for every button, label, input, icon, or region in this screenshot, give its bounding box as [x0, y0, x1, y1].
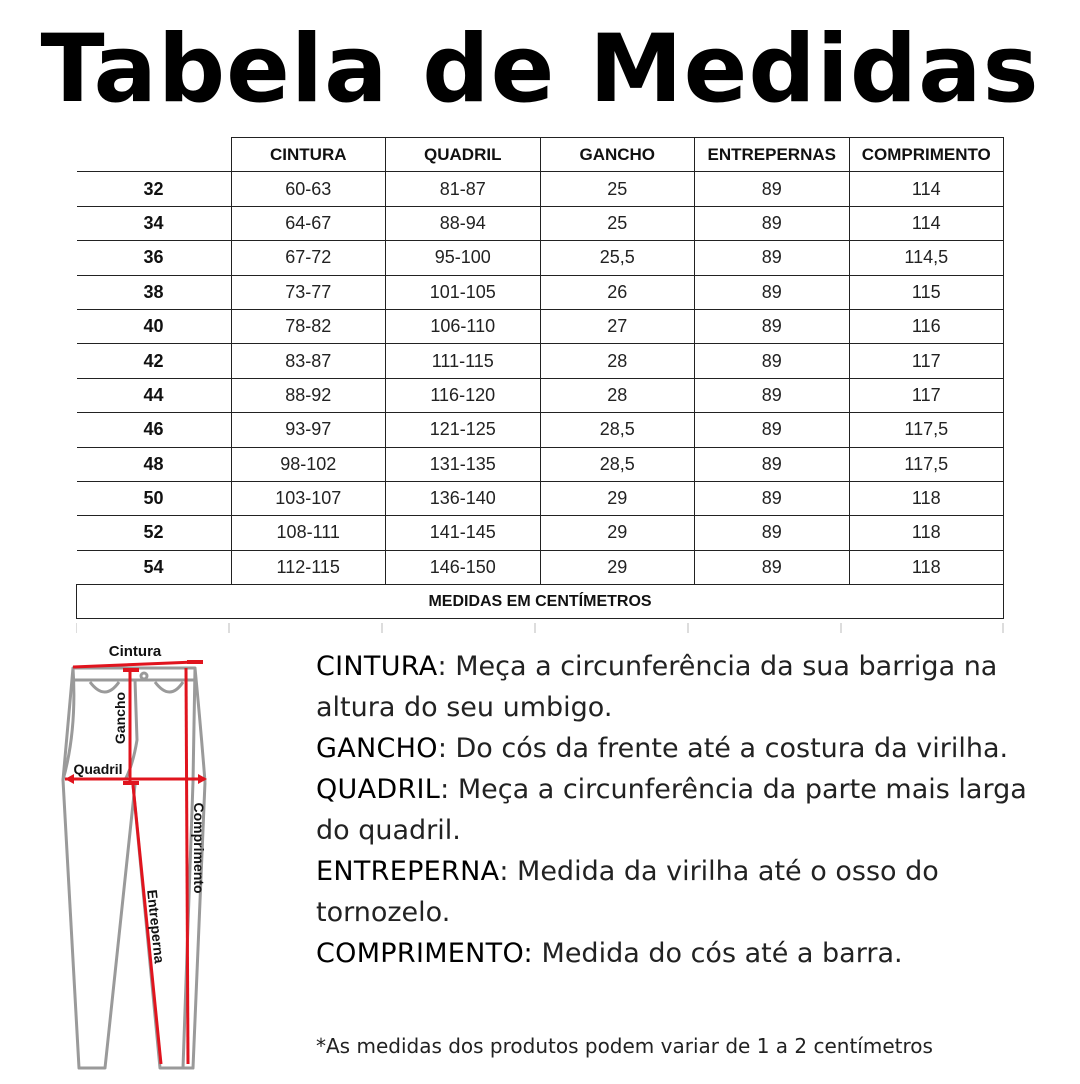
instruction-label: ENTREPERNA: [316, 856, 500, 887]
measure-cell: 95-100: [386, 241, 541, 275]
table-row: [77, 241, 1004, 275]
size-cell: 52: [77, 516, 232, 550]
measure-cell: 89: [695, 309, 850, 343]
measure-cell: 81-87: [386, 172, 541, 206]
instruction-label: COMPRIMENTO:: [316, 938, 533, 969]
size-cell: 40: [77, 309, 232, 343]
measure-cell: 28: [540, 344, 695, 378]
measure-cell: 117,5: [849, 413, 1004, 447]
table-row: [77, 206, 1004, 240]
measure-cell: 118: [849, 481, 1004, 515]
size-cell: 46: [77, 413, 232, 447]
measure-cell: 114,5: [849, 241, 1004, 275]
table-row: [77, 516, 1004, 550]
measure-cell: 78-82: [231, 309, 386, 343]
column-header-gancho: GANCHO: [540, 138, 695, 172]
pants-outline: [63, 668, 205, 1068]
measure-cell: 136-140: [386, 481, 541, 515]
measure-cell: 89: [695, 275, 850, 309]
measure-cell: 98-102: [231, 447, 386, 481]
quadril-label: Quadril: [73, 761, 123, 777]
instruction-comprimento: [316, 933, 1056, 974]
measure-cell: 131-135: [386, 447, 541, 481]
table-corner-cell: [77, 138, 232, 172]
instruction-text: : Medida da virilha até o osso do tornozelo.: [316, 856, 939, 928]
measure-cell: 60-63: [231, 172, 386, 206]
instruction-label: GANCHO: [316, 733, 438, 764]
size-cell: 44: [77, 378, 232, 412]
instruction-label: QUADRIL: [316, 774, 441, 805]
measure-cell: 25: [540, 172, 695, 206]
measure-cell: 73-77: [231, 275, 386, 309]
measure-cell: 28,5: [540, 413, 695, 447]
cintura-label: Cintura: [108, 643, 162, 660]
table-row: [77, 550, 1004, 584]
instruction-gancho: [316, 728, 1056, 769]
measure-cell: 25: [540, 206, 695, 240]
comprimento-measure-line: [186, 668, 188, 1064]
table-row: [77, 481, 1004, 515]
instruction-text: : Meça a circunferência da sua barriga na altura do seu umbigo.: [316, 651, 998, 723]
size-cell: 54: [77, 550, 232, 584]
measurement-instructions: [316, 646, 1056, 974]
table-row: [77, 344, 1004, 378]
table-row: [77, 413, 1004, 447]
measure-cell: 111-115: [386, 344, 541, 378]
page-title: Tabela de Medidas: [40, 15, 1040, 124]
size-cell: 38: [77, 275, 232, 309]
table-footer-row: [77, 585, 1004, 619]
measure-cell: 67-72: [231, 241, 386, 275]
measure-cell: 25,5: [540, 241, 695, 275]
table-row: [77, 309, 1004, 343]
measure-cell: 121-125: [386, 413, 541, 447]
cintura-measure-line: [73, 662, 195, 667]
measure-cell: 83-87: [231, 344, 386, 378]
measure-cell: 118: [849, 516, 1004, 550]
column-header-comprimento: COMPRIMENTO: [849, 138, 1004, 172]
measure-cell: 116: [849, 309, 1004, 343]
instruction-entreperna: [316, 851, 1056, 933]
comprimento-label: Comprimento: [191, 802, 207, 894]
measure-cell: 29: [540, 481, 695, 515]
measure-cell: 89: [695, 481, 850, 515]
column-header-cintura: CINTURA: [231, 138, 386, 172]
measure-cell: 89: [695, 413, 850, 447]
measure-cell: 117: [849, 344, 1004, 378]
instruction-cintura: [316, 646, 1056, 728]
table-grid-tail: [76, 623, 1004, 633]
size-cell: 48: [77, 447, 232, 481]
measure-cell: 28,5: [540, 447, 695, 481]
instruction-quadril: [316, 769, 1056, 851]
pants-diagram: [55, 640, 285, 1080]
measure-cell: 93-97: [231, 413, 386, 447]
table-row: [77, 172, 1004, 206]
disclaimer-note: *As medidas dos produtos podem variar de 1 a 2 centímetros: [316, 1034, 933, 1058]
column-header-entrepernas: ENTREPERNAS: [695, 138, 850, 172]
measure-cell: 89: [695, 172, 850, 206]
measure-cell: 28: [540, 378, 695, 412]
entreperna-label: Entreperna: [144, 888, 168, 965]
size-table: [76, 137, 1004, 619]
instruction-text: Medida do cós até a barra.: [532, 938, 903, 969]
measure-cell: 117: [849, 378, 1004, 412]
size-cell: 42: [77, 344, 232, 378]
size-cell: 50: [77, 481, 232, 515]
measure-cell: 117,5: [849, 447, 1004, 481]
measure-cell: 64-67: [231, 206, 386, 240]
measure-cell: 106-110: [386, 309, 541, 343]
measure-cell: 101-105: [386, 275, 541, 309]
measure-cell: 146-150: [386, 550, 541, 584]
table-row: [77, 275, 1004, 309]
measure-cell: 141-145: [386, 516, 541, 550]
measure-cell: 103-107: [231, 481, 386, 515]
measure-cell: 114: [849, 172, 1004, 206]
table-row: [77, 447, 1004, 481]
measure-cell: 89: [695, 241, 850, 275]
measure-cell: 118: [849, 550, 1004, 584]
instruction-text: : Do cós da frente até a costura da virilha.: [437, 733, 1009, 764]
measure-cell: 89: [695, 550, 850, 584]
instruction-label: CINTURA: [316, 651, 438, 682]
size-cell: 32: [77, 172, 232, 206]
pants-diagram-svg: [55, 640, 285, 1080]
column-header-quadril: QUADRIL: [386, 138, 541, 172]
measure-cell: 27: [540, 309, 695, 343]
measure-cell: 89: [695, 344, 850, 378]
measure-cell: 89: [695, 206, 850, 240]
measure-cell: 108-111: [231, 516, 386, 550]
measure-cell: 89: [695, 378, 850, 412]
instruction-text: : Meça a circunferência da parte mais larga do quadril.: [316, 774, 1027, 846]
measure-cell: 115: [849, 275, 1004, 309]
table-body: [77, 172, 1004, 585]
table-header-row: [77, 138, 1004, 172]
measure-cell: 88-94: [386, 206, 541, 240]
measure-cell: 29: [540, 550, 695, 584]
measure-cell: 116-120: [386, 378, 541, 412]
measure-cell: 89: [695, 447, 850, 481]
table-row: [77, 378, 1004, 412]
measure-cell: 29: [540, 516, 695, 550]
measure-cell: 114: [849, 206, 1004, 240]
table-footer-units: MEDIDAS EM CENTÍMETROS: [77, 585, 1004, 619]
measure-cell: 26: [540, 275, 695, 309]
size-cell: 36: [77, 241, 232, 275]
measure-cell: 112-115: [231, 550, 386, 584]
gancho-label: Gancho: [112, 691, 128, 745]
measure-cell: 88-92: [231, 378, 386, 412]
measure-cell: 89: [695, 516, 850, 550]
size-table-container: [76, 137, 1004, 619]
size-cell: 34: [77, 206, 232, 240]
